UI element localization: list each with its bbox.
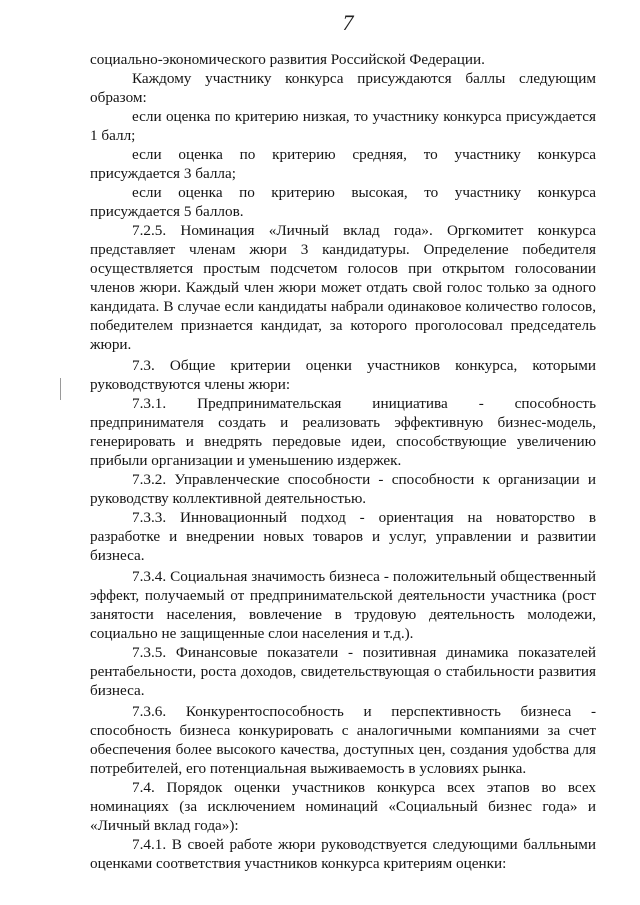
paragraph-7-3-2: 7.3.2. Управленческие способности - способности к организации и руководству коллективной деятельностью. (90, 471, 596, 507)
paragraph-7-3-5: 7.3.5. Финансовые показатели - позитивная динамика показателей рентабельности, роста доходов, свидетельствующая о стабильности развития бизнеса. (90, 644, 596, 699)
paragraph-medium-score: если оценка по критерию средняя, то участнику конкурса присуждается 3 балла; (90, 146, 596, 182)
paragraph-7-4: 7.4. Порядок оценки участников конкурса всех этапов во всех номинациях (за исключением номинаций «Социальный бизнес года» и «Личный вклад года»): (90, 779, 596, 834)
paragraph-continuation: социально-экономического развития Российской Федерации. (90, 51, 485, 68)
page-number: 7 (342, 10, 354, 35)
paragraph-high-score: если оценка по критерию высокая, то участнику конкурса присуждается 5 баллов. (90, 184, 596, 220)
paragraph-7-3-3: 7.3.3. Инновационный подход - ориентация на новаторство в разработке и внедрении новых товаров и услуг, управлении и развитии бизнеса. (90, 509, 596, 564)
paragraph-7-3: 7.3. Общие критерии оценки участников конкурса, которыми руководствуются члены жюри: (90, 357, 596, 393)
paragraph-7-2-5: 7.2.5. Номинация «Личный вклад года». Оргкомитет конкурса представляет членам жюри 3 кандидатуры. Определение победителя осуществляется простым подсчетом голосов при открытом голосовании членов жюри. Каждый член жюри может отдать свой голос только за одного кандидата. В случае если кандидаты набрали одинаковое количество голосов, победителем признается кандидат, за которого проголосовал председатель жюри. (90, 222, 596, 353)
paragraph-low-score: если оценка по критерию низкая, то участнику конкурса присуждается 1 балл; (90, 108, 596, 144)
paragraph-7-3-6: 7.3.6. Конкурентоспособность и перспективность бизнеса - способность бизнеса конкурировать с аналогичными компаниями за счет обеспечения более высокого качества, доступных цен, создания удобства для потребителей, его потенциальная выживаемость в условиях рынка. (90, 703, 596, 777)
document-body (90, 50, 596, 873)
paragraph-7-3-1: 7.3.1. Предпринимательская инициатива - способность предпринимателя создать и реализовать эффективную бизнес-модель, генерировать и внедрять передовые идеи, способствующие увеличению прибыли организации и уменьшению издержек. (90, 395, 596, 469)
paragraph-7-3-4: 7.3.4. Социальная значимость бизнеса - положительный общественный эффект, получаемый от предпринимательской деятельности участника (рост занятости населения, вовлечение в трудовую деятельность молодежи, социально не защищенные слои населения и т.д.). (90, 568, 596, 642)
paragraph-points-intro: Каждому участнику конкурса присуждаются баллы следующим образом: (90, 70, 596, 106)
margin-mark (60, 378, 61, 400)
paragraph-7-4-1: 7.4.1. В своей работе жюри руководствуется следующими балльными оценками соответствия участников конкурса критериям оценки: (90, 836, 596, 872)
